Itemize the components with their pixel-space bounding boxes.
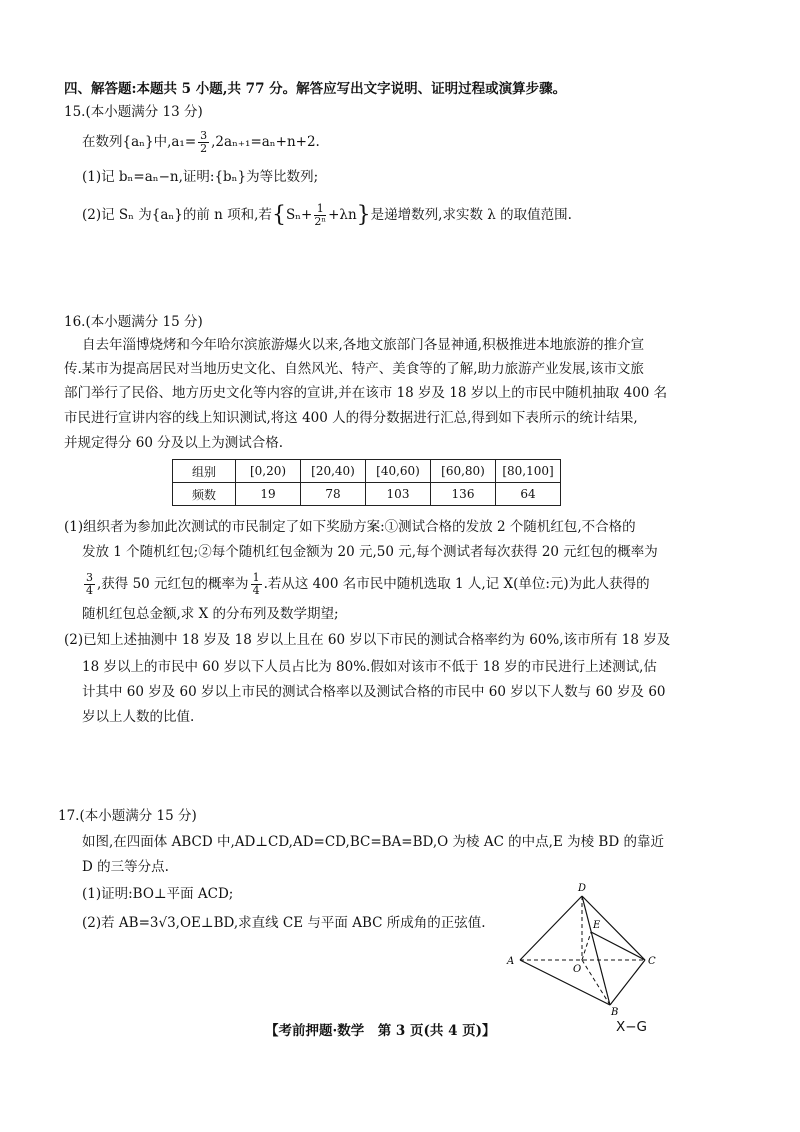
- q16-part1-mid: ,获得 50 元红包的概率为: [97, 576, 249, 592]
- tetrahedron-figure: [505, 878, 665, 1018]
- fraction-denominator: 4: [86, 584, 93, 597]
- table-cell: 78: [301, 483, 366, 506]
- table-cell: [0,20): [236, 460, 301, 483]
- q15-part2-fraction: [314, 203, 326, 228]
- label-o: O: [573, 964, 582, 975]
- edge-cb: [610, 960, 645, 1005]
- table-cell: 136: [431, 483, 496, 506]
- q16-part2-line: (2)已知上述抽测中 18 岁及 18 岁以上且在 60 岁以下市民的测试合格率约为 60%,该市所有 18 岁及: [64, 632, 671, 648]
- footer-code: X−G: [616, 1019, 648, 1035]
- q15-stem-b: ,2aₙ₊₁=aₙ+n+2.: [211, 134, 320, 150]
- q16-part1-fraction: [251, 572, 262, 597]
- q16-title: 16.(本小题满分 15 分): [64, 314, 203, 330]
- q15-part1: (1)记 bₙ=aₙ−n,证明:{bₙ}为等比数列;: [82, 169, 319, 185]
- label-c: C: [648, 956, 656, 967]
- table-cell: [20,40): [301, 460, 366, 483]
- q16-part2-line: 岁以上人数的比值.: [82, 709, 195, 725]
- q17-title: 17.(本小题满分 15 分): [58, 808, 197, 824]
- q16-intro-line: 传.某市为提高居民对当地历史文化、自然风光、特产、美食等的了解,助力旅游产业发展,该市文旅: [64, 361, 644, 377]
- q16-part1-line: 发放 1 个随机红包;②每个随机红包金额为 20 元,50 元,每个测试者每次获得 20 元红包的概率为: [82, 544, 658, 560]
- q17-intro-line: 如图,在四面体 ABCD 中,AD⊥CD,AD=CD,BC=BA=BD,O 为棱 AC 的中点,E 为棱 BD 的靠近: [82, 834, 664, 850]
- q16-intro-line: 市民进行宣讲内容的线上知识测试,将这 400 人的得分数据进行汇总,得到如下表所示的统计结果,: [64, 410, 638, 426]
- q15-part2-expr-b: +λn: [328, 207, 357, 223]
- q15-part2-expr-a: Sₙ+: [285, 207, 313, 223]
- left-brace: {: [271, 202, 286, 228]
- edge-da: [520, 896, 582, 960]
- label-b: B: [611, 1007, 619, 1018]
- q16-part2-line: 18 岁以上的市民中 60 岁以下人员占比为 80%.假如对该市不低于 18 岁的市民进行上述测试,估: [82, 659, 657, 675]
- q16-intro-line: 自去年淄博烧烤和今年哈尔滨旅游爆火以来,各地文旅部门各显神通,积极推进本地旅游的推介宣: [82, 337, 645, 353]
- q16-part2-line: 计其中 60 岁及 60 岁以上市民的测试合格率以及测试合格的市民中 60 岁以下人数与 60 岁及 60: [82, 684, 666, 700]
- fraction-numerator: 3: [200, 129, 208, 142]
- edge-dc: [582, 896, 645, 960]
- fraction-denominator: 4: [252, 584, 260, 597]
- q17-intro-line: D 的三等分点.: [82, 859, 169, 875]
- score-frequency-table: [172, 459, 561, 506]
- q16-intro-line: 部门举行了民俗、地方历史文化等内容的宣讲,并在该市 18 岁及 18 岁以上的市民中随机抽取 400 名: [64, 385, 668, 401]
- q15-part2: [82, 203, 572, 228]
- q17-part2: (2)若 AB=3√3,OE⊥BD,求直线 CE 与平面 ABC 所成角的正弦值.: [82, 915, 486, 931]
- label-e: E: [593, 920, 601, 931]
- q15-stem-fraction: [198, 130, 209, 155]
- q16-part1-tail: .若从这 400 名市民中随机选取 1 人,记 X(单位:元)为此人获得的: [263, 576, 650, 592]
- q16-part1-fraction: [84, 572, 95, 597]
- label-d: D: [578, 883, 587, 894]
- fraction-denominator: 2ⁿ: [314, 215, 327, 228]
- fraction-numerator: 1: [314, 203, 326, 216]
- q17-part1: (1)证明:BO⊥平面 ACD;: [82, 886, 234, 902]
- table-row: [173, 460, 561, 483]
- table-cell: 103: [366, 483, 431, 506]
- footer-title: 【考前押题·数学 第 3 页(共 4 页)】: [265, 1023, 496, 1039]
- right-brace: }: [356, 202, 371, 228]
- table-cell: [60,80): [431, 460, 496, 483]
- fraction-numerator: 3: [86, 571, 93, 584]
- edge-db: [582, 896, 610, 1005]
- table-cell: [80,100]: [496, 460, 561, 483]
- table-cell: [40,60): [366, 460, 431, 483]
- section-header: 四、解答题:本题共 5 小题,共 77 分。解答应写出文字说明、证明过程或演算步骤。: [64, 81, 567, 97]
- table-cell: 64: [496, 483, 561, 506]
- segment-oe-hidden: [582, 932, 591, 960]
- label-a: A: [507, 956, 515, 967]
- q15-title: 15.(本小题满分 13 分): [64, 104, 203, 120]
- fraction-numerator: 1: [252, 571, 260, 584]
- q16-intro-line: 并规定得分 60 分及以上为测试合格.: [64, 435, 284, 451]
- q15-part2-a: (2)记 Sₙ 为{aₙ}的前 n 项和,若: [82, 207, 272, 223]
- table-header-cell: 频数: [173, 483, 236, 506]
- table-cell: 19: [236, 483, 301, 506]
- segment-ec: [591, 932, 645, 960]
- q16-part1-line: 随机红包总金额,求 X 的分布列及数学期望;: [82, 606, 339, 622]
- q15-stem: [82, 130, 320, 155]
- fraction-denominator: 2: [200, 142, 208, 155]
- edge-ab: [520, 960, 610, 1005]
- table-header-cell: 组别: [173, 460, 236, 483]
- q16-part1-line: (1)组织者为参加此次测试的市民制定了如下奖励方案:①测试合格的发放 2 个随机红包,不合格的: [64, 519, 636, 535]
- table-row: [173, 483, 561, 506]
- q16-part1-fraction-line: [82, 572, 650, 597]
- q15-stem-a: 在数列{aₙ}中,a₁=: [82, 134, 197, 150]
- q15-part2-b: 是递增数列,求实数 λ 的取值范围.: [370, 207, 572, 223]
